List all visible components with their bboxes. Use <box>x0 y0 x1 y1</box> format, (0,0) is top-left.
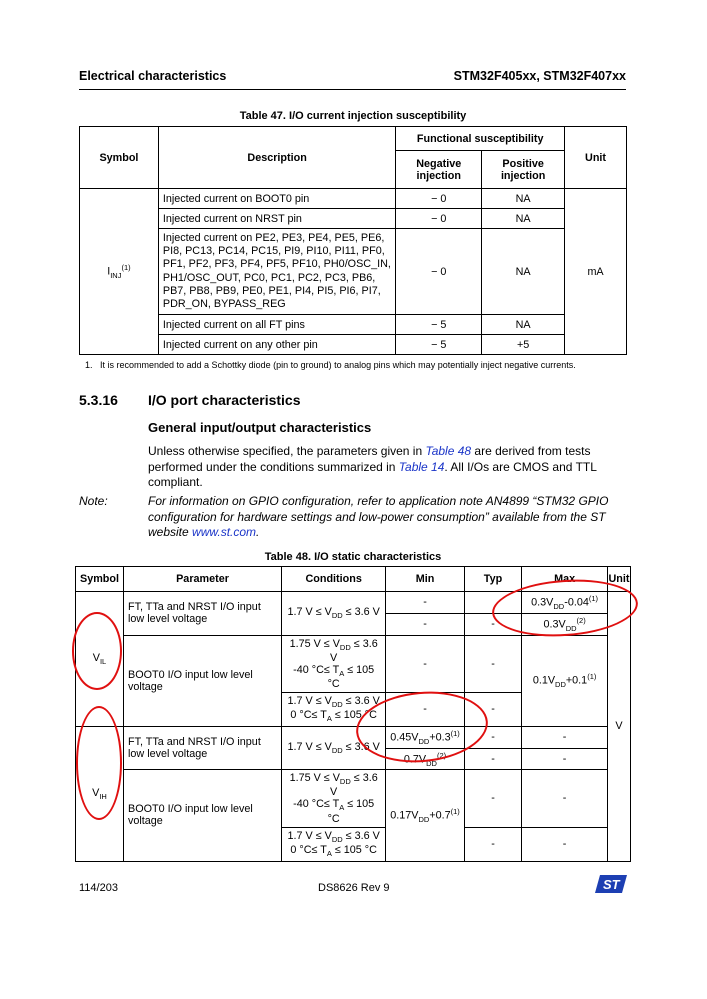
table48-header-max: Max <box>522 567 608 592</box>
table47-pos: +5 <box>482 335 565 355</box>
section-title: I/O port characteristics <box>148 392 301 408</box>
table47-symbol-cell: $I_{INJ}^{(1)}$ <box>80 189 159 355</box>
cond-cell: 1.7 $V \le V_{DD} \le 3.6$ V <box>282 592 386 636</box>
subsection-title: General input/output characteristics <box>148 420 372 435</box>
max-cell: $0.3V_{DD}^{(2)}$ <box>522 613 608 635</box>
st-logo-icon <box>594 873 628 900</box>
table47-header-negative: Negative injection <box>396 151 482 189</box>
table47-pos: NA <box>482 209 565 229</box>
vih-symbol: $V_{IH}$ <box>76 726 124 861</box>
table-row <box>76 726 631 748</box>
table48-header-min: Min <box>386 567 465 592</box>
table47-header-positive: Positive injection <box>482 151 565 189</box>
param-cell: BOOT0 I/O input low level voltage <box>124 635 282 726</box>
param-cell: FT, TTa and NRST I/O input low level voltage <box>124 726 282 770</box>
max-cell: - <box>522 748 608 770</box>
table47-header-description: Description <box>158 127 395 189</box>
intro-paragraph: Unless otherwise specified, the parameters given in Table 48 are derived from tests performed under the conditions summarized in Table 14. All I/Os are CMOS and TTL compliant. <box>148 444 597 489</box>
header-section-title: Electrical characteristics <box>79 69 227 83</box>
cond-cell: 1.7 $V \le V_{DD} \le 3.6$ V 0 $^\circ C\le T_A \le 105$ °C <box>282 827 386 861</box>
annotation-circle-vih <box>76 706 122 820</box>
header-divider <box>79 89 626 90</box>
table47-header-functional: Functional susceptibility <box>396 127 565 151</box>
table-row <box>76 635 631 692</box>
cond-cell: 1.7 $V \le V_{DD} \le 3.6$ V 0 $^\circ C\le T_A \le 105$ °C <box>282 692 386 726</box>
table-row <box>80 335 627 355</box>
table48-header-symbol: Symbol <box>76 567 124 592</box>
max-cell: $0.3V_{DD}-0.04^{(1)}$ <box>522 592 608 614</box>
svg-text:ST: ST <box>603 877 620 892</box>
table47-desc: Injected current on NRST pin <box>158 209 395 229</box>
min-cell: $0.7V_{DD}^{(2)}$ <box>386 748 465 770</box>
table48-link[interactable]: Table 48 <box>425 444 472 458</box>
min-cell: - <box>386 635 465 692</box>
min-cell: $0.17V_{DD}+0.7^{(1)}$ <box>386 770 465 861</box>
typ-cell: - <box>464 613 521 635</box>
max-cell: - <box>522 770 608 827</box>
document-revision: DS8626 Rev 9 <box>318 882 390 894</box>
param-cell: BOOT0 I/O input low level voltage <box>124 770 282 861</box>
table48-header-conditions: Conditions <box>282 567 386 592</box>
max-cell: - <box>522 726 608 748</box>
header-product-name: STM32F405xx, STM32F407xx <box>453 69 626 83</box>
table47-desc: Injected current on BOOT0 pin <box>158 189 395 209</box>
typ-cell: - <box>464 827 521 861</box>
table47-caption: Table 47. I/O current injection susceptibility <box>239 110 467 122</box>
section-number: 5.3.16 <box>79 392 118 408</box>
table47-footnote: It is recommended to add a Schottky diode (pin to ground) to analog pins which may potentially inject negative currents. <box>100 360 576 370</box>
annotation-circle-vil <box>72 612 122 690</box>
table-row <box>80 189 627 209</box>
note-label: Note: <box>79 494 108 508</box>
table48-header-parameter: Parameter <box>124 567 282 592</box>
table47-pos: NA <box>482 229 565 315</box>
min-cell: - <box>386 613 465 635</box>
table14-link[interactable]: Table 14 <box>398 459 445 474</box>
max-cell: $0.1V_{DD}+0.1^{(1)}$ <box>522 635 608 726</box>
cond-cell: 1.75 $V \le V_{DD} \le 3.6$ V -40 $^\circ C\le T_A \le 105$ °C <box>282 770 386 827</box>
table-row <box>80 209 627 229</box>
table47-header-unit: Unit <box>565 127 627 189</box>
cond-cell: 1.75 $V \le V_{DD} \le 3.6$ V -40 $^\circ C\le T_A \le 105$ °C <box>282 635 386 692</box>
min-cell: $0.45V_{DD}+0.3^{(1)}$ <box>386 726 465 748</box>
table47-neg: − 5 <box>396 335 482 355</box>
table47-neg: − 0 <box>396 209 482 229</box>
table48-header-unit: Unit <box>608 567 631 592</box>
table48-caption: Table 48. I/O static characteristics <box>264 551 442 563</box>
table47-desc: Injected current on any other pin <box>158 335 395 355</box>
typ-cell: - <box>464 692 521 726</box>
table47-pos: NA <box>482 189 565 209</box>
typ-cell: - <box>464 726 521 748</box>
typ-cell: - <box>464 748 521 770</box>
param-cell: FT, TTa and NRST I/O input low level voltage <box>124 592 282 636</box>
table47-header-symbol: Symbol <box>80 127 159 189</box>
table-row <box>76 770 631 827</box>
page-number: 114/203 <box>79 882 118 894</box>
table47-pos: NA <box>482 315 565 335</box>
table47-footnote-number: 1. <box>85 360 93 370</box>
min-cell: - <box>386 692 465 726</box>
table47-neg: − 0 <box>396 229 482 315</box>
table47-neg: − 5 <box>396 315 482 335</box>
table47-neg: − 0 <box>396 189 482 209</box>
cond-cell: 1.7 $V \le V_{DD} \le 3.6$ V <box>282 726 386 770</box>
table48-header-typ: Typ <box>464 567 521 592</box>
typ-cell: - <box>464 635 521 692</box>
table47 <box>79 126 627 355</box>
vil-symbol: $V_{IL}$ <box>76 592 124 727</box>
max-cell: - <box>522 827 608 861</box>
table-row <box>80 315 627 335</box>
unit-cell: V <box>608 592 631 862</box>
st-website-link[interactable]: www.st.com <box>192 525 257 539</box>
min-cell: - <box>386 592 465 614</box>
table47-desc: Injected current on all FT pins <box>158 315 395 335</box>
table47-unit-cell: mA <box>565 189 627 355</box>
typ-cell: - <box>464 770 521 827</box>
table47-desc: Injected current on PE2, PE3, PE4, PE5, PE6, PI8, PC13, PC14, PC15, PI9, PI10, PI11, PF0, PF1, PF2, PF3, PF4, PF5, PF10, PH0/OSC_IN, PH1/OSC_OUT, PC0, PC1, PC2, PC3, PB6, PB7, PB8, PB9, PE0, PE1, PI4, PI5, PI6, PI7, PDR_ON, BYPASS_REG <box>158 229 395 315</box>
note-text: For information on GPIO configuration, refer to application note AN4899 “STM32 GPIO configuration for hardware settings and low-power consumption” available from the ST website www.st.com. <box>148 494 609 539</box>
table-row <box>80 229 627 315</box>
